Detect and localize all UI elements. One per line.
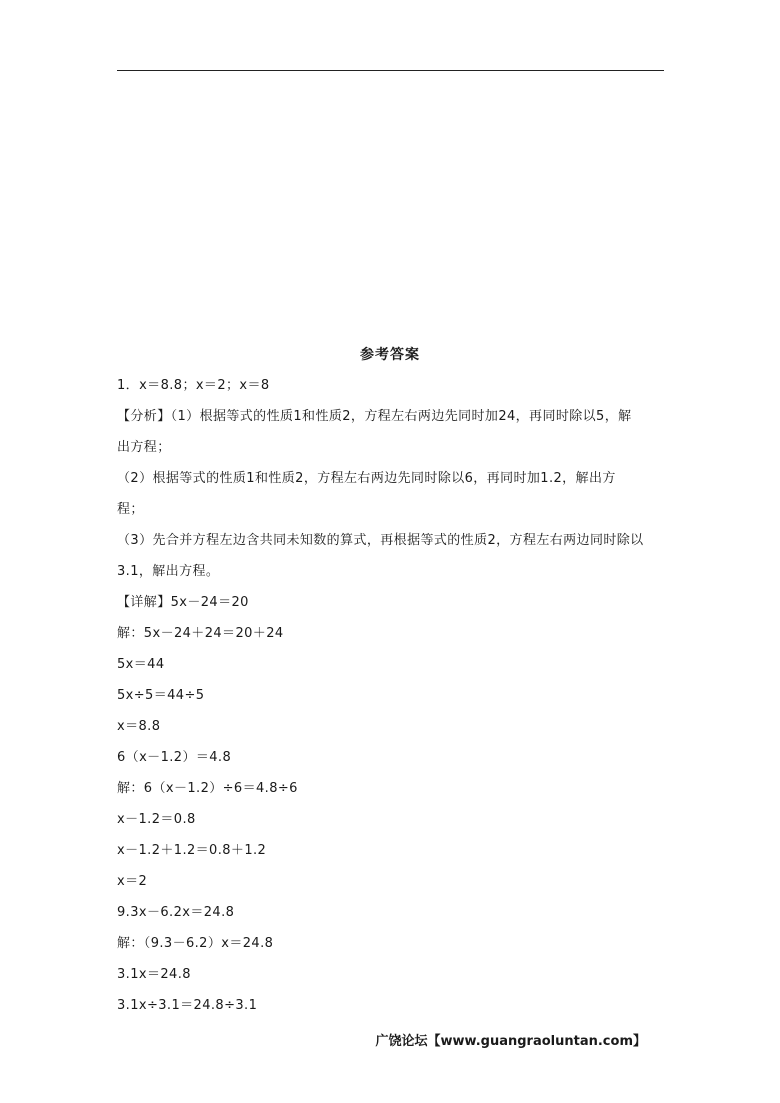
solution-line: x－1.2＋1.2＝0.8＋1.2 bbox=[117, 843, 267, 858]
solution-line: 6（x－1.2）＝4.8 bbox=[117, 750, 232, 765]
analysis-line: （2）根据等式的性质1和性质2，方程左右两边先同时除以6，再同时加1.2，解出方 bbox=[117, 471, 616, 486]
analysis-line: 出方程； bbox=[117, 440, 171, 455]
solution-line: 5x÷5＝44÷5 bbox=[117, 688, 205, 703]
solution-line: 3.1x÷3.1＝24.8÷3.1 bbox=[117, 998, 258, 1013]
solution-line: 3.1x＝24.8 bbox=[117, 967, 191, 982]
answer-title: 参考答案 bbox=[360, 347, 420, 363]
answer-line: 1．x＝8.8；x＝2；x＝8 bbox=[117, 378, 270, 393]
solution-line: 解：（9.3－6.2）x＝24.8 bbox=[117, 936, 274, 951]
solution-line: 5x＝44 bbox=[117, 657, 165, 672]
footer-watermark: 广饶论坛【www.guangraoluntan.com】 bbox=[375, 1034, 646, 1049]
solution-line: x－1.2＝0.8 bbox=[117, 812, 196, 827]
analysis-line: 程； bbox=[117, 502, 144, 517]
solution-line: 解：5x－24＋24＝20＋24 bbox=[117, 626, 284, 641]
solution-line: 9.3x－6.2x＝24.8 bbox=[117, 905, 235, 920]
solution-line: 解：6（x－1.2）÷6＝4.8÷6 bbox=[117, 781, 298, 796]
solution-line: 【详解】5x－24＝20 bbox=[117, 595, 249, 610]
solution-line: x＝8.8 bbox=[117, 719, 161, 734]
header-rule bbox=[117, 70, 664, 71]
analysis-line: 3.1，解出方程。 bbox=[117, 564, 220, 579]
answer-body bbox=[117, 374, 677, 1025]
analysis-line: 【分析】（1）根据等式的性质1和性质2，方程左右两边先同时加24，再同时除以5，解 bbox=[117, 409, 632, 424]
solution-line: x＝2 bbox=[117, 874, 148, 889]
analysis-line: （3）先合并方程左边含共同未知数的算式，再根据等式的性质2，方程左右两边同时除以 bbox=[117, 533, 644, 548]
